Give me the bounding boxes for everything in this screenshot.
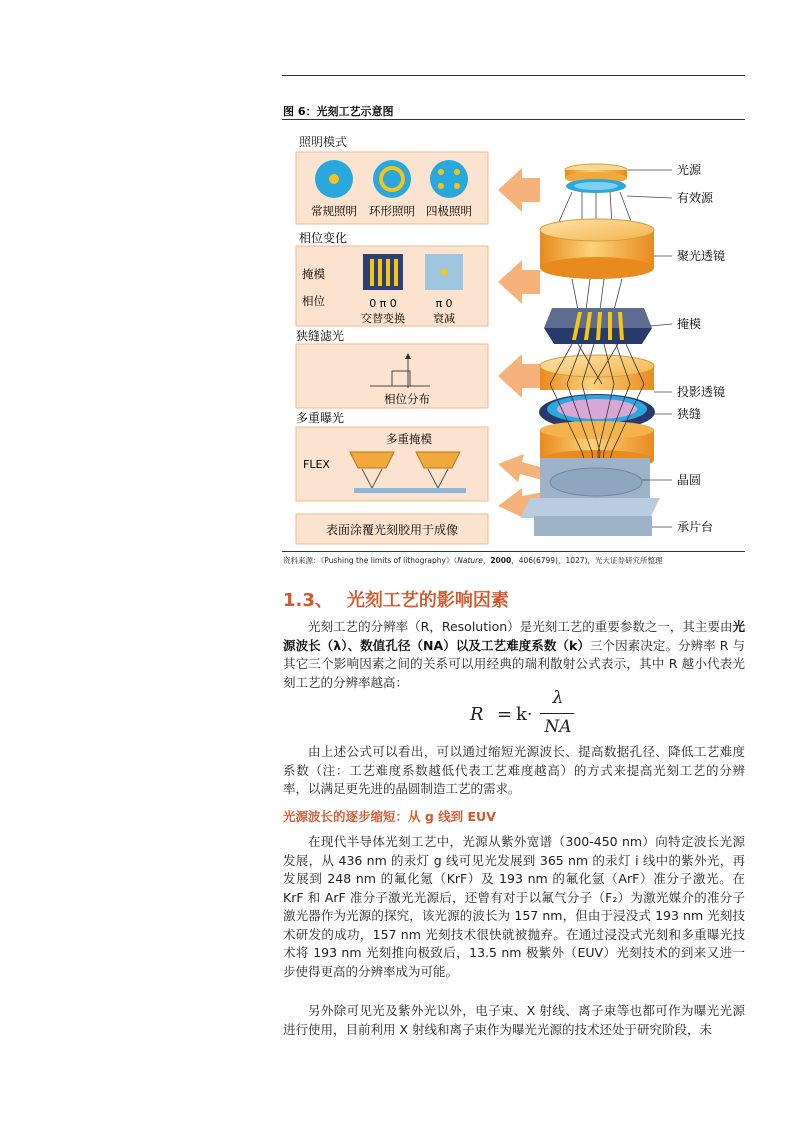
illumination-item-1: 环形照明 xyxy=(369,204,415,218)
arrow-left-2 xyxy=(498,260,540,304)
quadrupole-illumination-icon xyxy=(430,160,468,198)
subheading-wavelength: 光源波长的逐步缩短：从 g 线到 EUV xyxy=(283,809,496,824)
multi-lens-right xyxy=(416,452,460,468)
label-mask: 掩模 xyxy=(677,317,702,331)
paragraph-wavelength: 在现代半导体光刻工艺中，光源从紫外宽谱（300-450 nm）向特定波长光源发展，从 436 nm 的汞灯 g 线可见光发展到 365 nm 的汞灯 i 线中的紫外光，再发展到 248 nm 的氟化氪（KrF）及 193 nm 的氟化氩（ArF）准分子激光。在 KrF 和 ArF 准分子激光光源后，还曾有对于以氟气分子（F₂）为激光媒介的准分子激光器作为光源的探究，该光源的波长为 157 nm，但由于浸没式 193 nm 光刻技术研发的成功，157 nm 光刻技术很快就被抛弃。在通过浸没式光刻和多重曝光技术将 193 nm 光刻推向极致后，13.5 nm 极紫外（EUV）光刻技术的到来又进一步使得更高的分辨率成为可能。 xyxy=(283,834,745,979)
multi-exposure-heading: 多重曝光 xyxy=(296,411,345,425)
arrow-left-1 xyxy=(498,168,540,212)
slit-caption: 相位分布 xyxy=(384,392,430,406)
attenuated-phase-values: π 0 xyxy=(435,297,453,310)
multi-mask-title: 多重掩模 xyxy=(386,432,432,446)
slit-heading: 狭缝滤光 xyxy=(296,329,345,343)
illumination-item-2: 四极照明 xyxy=(426,204,472,218)
label-wafer: 晶圆 xyxy=(677,473,702,487)
wafer xyxy=(550,468,642,496)
label-projection-lens: 投影透镜 xyxy=(677,385,726,399)
rayleigh-formula: R = k· λ NA xyxy=(470,690,590,740)
arrow-left-4 xyxy=(498,454,544,482)
label-slit: 狭缝 xyxy=(677,407,702,421)
label-light-source: 光源 xyxy=(677,163,702,177)
label-effective-source: 有效源 xyxy=(677,191,714,205)
figure-title-rule xyxy=(282,119,745,120)
paragraph-formula-explanation: 由上述公式可以看出，可以通过缩短光源波长、提高数据孔径、降低工艺难度系数（注：工艺难度系数越低代表工艺难度越高）的方式来提高光刻工艺的分辨率，以满足更先进的晶圆制造工艺的需求。 xyxy=(283,744,745,796)
resist-caption: 表面涂覆光刻胶用于成像 xyxy=(325,523,459,537)
mask-row-label: 掩模 xyxy=(302,267,325,281)
flex-label: FLEX xyxy=(303,458,330,471)
alternating-phase-values: 0 π 0 xyxy=(369,297,397,310)
lithography-diagram xyxy=(282,122,745,550)
label-condenser: 聚光透镜 xyxy=(677,249,726,263)
section-heading: 1.3、 光刻工艺的影响因素 xyxy=(283,590,509,611)
phase-row-label: 相位 xyxy=(302,294,325,308)
paragraph-resolution: 光刻工艺的分辨率（R，Resolution）是光刻工艺的重要参数之一，其主要由光源波长（λ）、数值孔径（NA）以及工艺难度系数（k）三个因素决定。分辨率 R 与其它三个影响因素之间的关系可以用经典的瑞利散射公式表示，其中 R 越小代表光刻工艺的分辨率越高： xyxy=(283,619,745,690)
alternating-caption: 交替变换 xyxy=(361,312,405,325)
illumination-heading: 照明模式 xyxy=(299,135,348,149)
source-rule xyxy=(282,551,745,552)
phase-heading: 相位变化 xyxy=(299,231,348,245)
multi-lens-left xyxy=(350,452,394,468)
paragraph-other-sources: 另外除可见光及紫外光以外，电子束、X 射线、离子束等也都可作为曝光光源进行使用，目前利用 X 射线和离子束作为曝光光源的技术还处于研究阶段，未 xyxy=(283,1003,745,1037)
figure-source: 资料来源：《Pushing the limits of lithography》（Nature，2000，406(6799)，1027)，光大证券研究所整理 xyxy=(283,556,663,565)
wafer-stage xyxy=(534,516,652,536)
figure-title: 图 6：光刻工艺示意图 xyxy=(283,105,394,118)
attenuated-caption: 衰减 xyxy=(433,312,455,325)
illumination-item-0: 常规照明 xyxy=(311,204,357,218)
label-stage: 承片台 xyxy=(677,520,714,534)
header-rule xyxy=(282,75,745,76)
arrow-left-3 xyxy=(498,354,540,398)
